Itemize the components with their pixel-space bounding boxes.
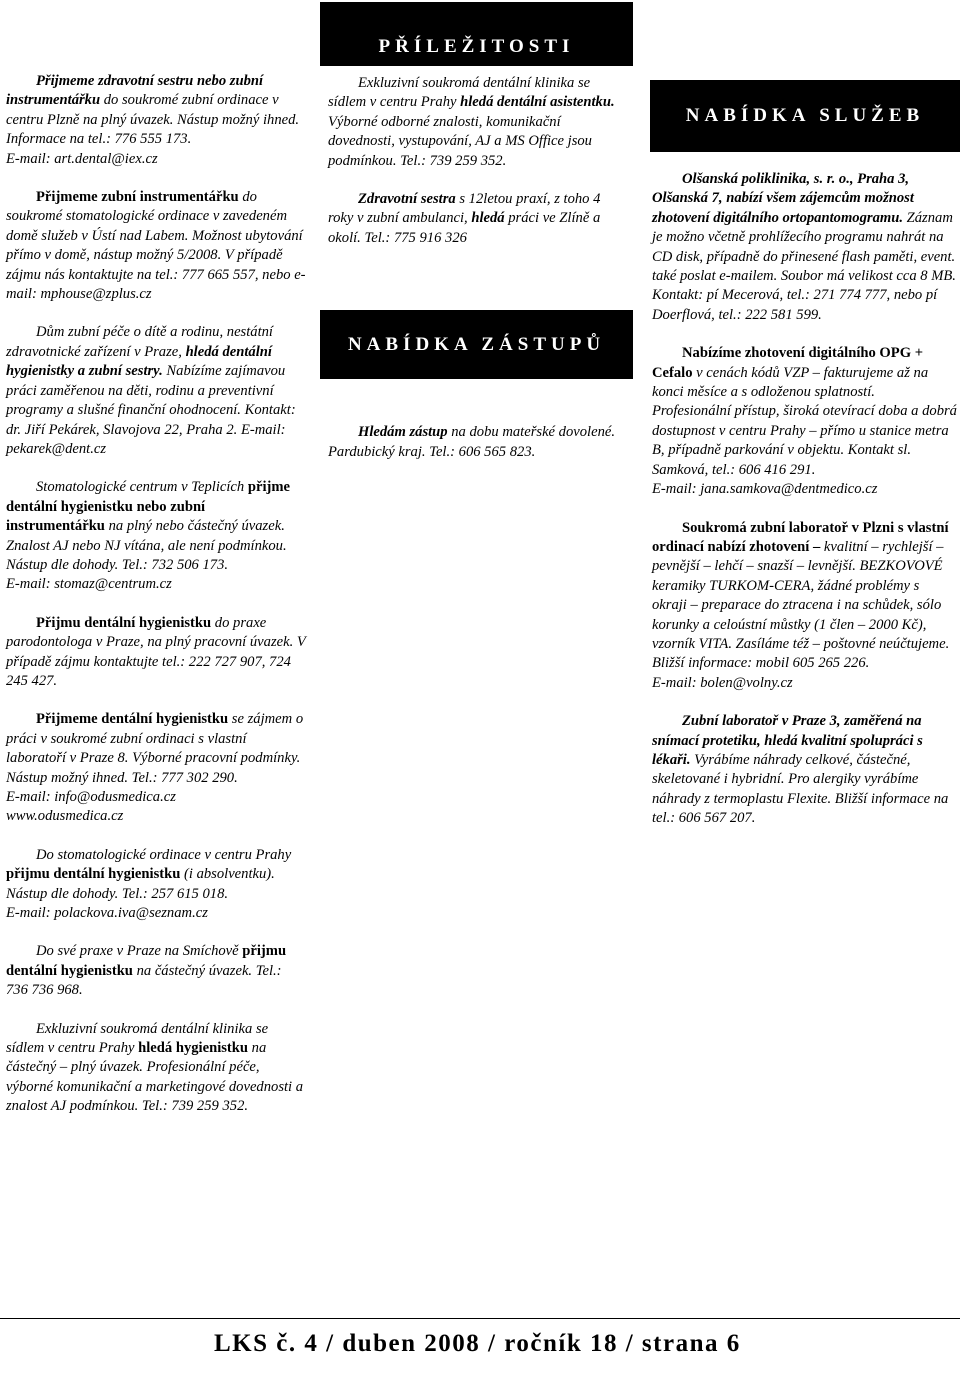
ad-heading: hledá dentální hygienistky a zubní sestry.: [6, 343, 272, 380]
section-header-nabidka-zastupu-label: NABÍDKA ZÁSTUPŮ: [347, 334, 606, 356]
section-header-prilezitosti: [320, 2, 633, 66]
ad-heading: Přijmu dentální hygienistku: [36, 614, 212, 631]
ad-email: E-mail: bolen@volny.cz: [652, 674, 793, 691]
ad-heading: Soukromá zubní laboratoř v Plzni s vlastní ordinací nabízí zhotovení –: [652, 519, 949, 555]
classified-ad: [6, 188, 306, 304]
section-header-nabidka-sluzeb: [650, 80, 960, 152]
ad-text: Exkluzivní soukromá dentální klinika se sídlem v centru Prahy: [6, 1020, 269, 1057]
ad-website: www.odusmedica.cz: [6, 808, 124, 825]
ad-heading: Hledám zástup: [358, 424, 448, 441]
classified-ad: [652, 170, 957, 325]
ad-text: Stomatologické centrum v Teplicích: [36, 479, 248, 496]
ad-heading: přijmu dentální hygienistku: [6, 866, 181, 883]
ad-text: Záznam je možno včetně prohlížecího programu nahrát na CD disk, případně do přinesené flash paměti, event. také poslat e-mailem. Soubor má velikost cca 8 MB. Kontakt: pí Mecerová, tel.: 271 774 777, nebo pí Doerflová, tel.: 222 581 599.: [652, 209, 956, 323]
ad-text: se zájmem o práci v soukromé zubní ordinaci s vlastní laboratoří v Praze 8. Výborné pracovní podmínky. Nástup možný ihned. Tel.: 777 302 290.: [6, 711, 304, 786]
ad-heading: Olšanská poliklinika, s. r. o., Praha 3, Olšanská 7, nabízí všem zájemcům možnost zhotovení digitálního ortopantomogramu.: [652, 171, 914, 226]
page-footer: LKS č. 4 / duben 2008 / ročník 18 / strana 6: [214, 1330, 741, 1357]
ad-text: Výborné odborné znalosti, komunikační dovednosti, vystupování, AJ a MS Office jsou podmínkou. Tel.: 739 259 352.: [328, 113, 592, 169]
section-header-nabidka-sluzeb-label: NABÍDKA SLUŽEB: [685, 105, 925, 126]
classified-ad: [652, 712, 957, 828]
classified-ad: [328, 423, 628, 462]
ad-heading: hledá dentální asistentku.: [460, 94, 615, 111]
ad-text: na plný nebo částečný úvazek. Znalost AJ nebo NJ vítána, ale není podmínkou. Nástup dle dohody. Tel.: 732 506 173.: [6, 518, 287, 573]
classified-ad: [6, 942, 306, 1000]
ad-email: E-mail: polackova.iva@seznam.cz: [6, 905, 208, 922]
ad-text: s 12letou praxí, z toho 4 roky v zubní ambulanci,: [328, 191, 601, 227]
classified-ad: [6, 323, 306, 459]
ad-heading: přijme dentální hygienistku nebo zubní instrumentářku: [6, 479, 290, 535]
ad-text: na částečný – plný úvazek. Profesionální péče, výborné komunikační a marketingové dovednosti a znalost AJ podmínkou. Tel.: 739 259 352.: [6, 1040, 304, 1115]
ad-text: Nabízíme zajímavou práci zaměřenou na děti, rodinu a preventivní programy a slušné finanční ohodnocení. Kontakt: dr. Jiří Pekárek, Slavojova 22, Praha 2. E-mail: pekarek@dent.cz: [6, 363, 296, 457]
ad-text: Do stomatologické ordinace v centru Prahy: [36, 846, 292, 863]
ad-heading: Nabízíme zhotovení digitálního OPG + Cefalo: [652, 345, 924, 381]
ad-text: (i absolventku). Nástup dle dohody. Tel.: 257 615 018.: [6, 866, 275, 902]
right-column: [652, 170, 957, 848]
ad-heading: Přijmeme zdravotní sestru nebo zubní instrumentářku: [6, 73, 264, 109]
footer-divider: [0, 1318, 960, 1319]
classified-ad: [6, 478, 306, 594]
ad-text: do soukromé zubní ordinace v centru Plzně na plný úvazek. Nástup možný ihned. Informace na tel.: 776 555 173.: [6, 92, 300, 148]
ad-heading: hledá: [471, 210, 505, 227]
ad-text: Do své praxe v Praze na Smíchově: [36, 943, 243, 960]
ad-text: na částečný úvazek. Tel.: 736 736 968.: [6, 962, 282, 999]
classified-ad: [652, 344, 957, 499]
ad-heading: Přijmeme zubní instrumentářku: [36, 189, 239, 206]
middle-column: [328, 74, 628, 481]
ad-text: kvalitní – rychlejší – pevnější – lehčí – snazší – levnější. BEZKOVOVÉ keramiky TURKOM-CERA, žádné problémy s okraji – preparace do ztracena i na schůdek, sólo korunky a celoústní můstky (1 člen – 2000 Kč), vzorník VITA. Zasíláme též – poštovné neúčtujeme. Bližší informace: mobil 605 265 226.: [652, 538, 950, 672]
ad-email: E-mail: stomaz@centrum.cz: [6, 576, 172, 593]
ad-text: Dům zubní péče o dítě a rodinu, nestátní zdravotnické zařízení v Praze,: [6, 324, 273, 360]
ad-email: E-mail: jana.samkova@dentmedico.cz: [652, 481, 878, 498]
ad-heading: přijmu dentální hygienistku: [6, 943, 287, 979]
classified-ad: [6, 614, 306, 692]
ad-text: do praxe parodontologa v Praze, na plný pracovní úvazek. V případě zájmu kontaktujte tel.: 222 727 907, 724 245 427.: [6, 614, 306, 689]
section-header-nabidka-zastupu: [320, 310, 633, 379]
ad-text: na dobu mateřské dovolené. Pardubický kraj. Tel.: 606 565 823.: [328, 424, 615, 460]
classified-ad: [6, 72, 306, 169]
left-column: [6, 72, 306, 1136]
ad-text: v cenách kódů VZP – fakturujeme až na konci měsíce a s odloženou splatností. Profesionální přístup, široká otevírací doba a dobrá dostupnost v centru Prahy – přímo u stanice metra B, případně parkování v objektu. Kontakt sl. Samková, tel.: 606 416 291.: [652, 364, 957, 478]
classified-ad: [6, 846, 306, 924]
ad-text: Vyrábíme náhrady celkové, částečné, skeletované i hybridní. Pro alergiky vyrábíme náhrady z termoplastu Flexite. Bližší informace na tel.: 606 567 207.: [652, 751, 949, 827]
classified-ad: [328, 74, 628, 171]
ad-email: E-mail: art.dental@iex.cz: [6, 150, 158, 167]
section-header-prilezitosti-label: PŘÍLEŽITOSTI: [378, 36, 575, 57]
ad-text: Exkluzivní soukromá dentální klinika se sídlem v centru Prahy: [328, 75, 591, 111]
ad-text: práci ve Zlíně a okolí. Tel.: 775 916 326: [328, 210, 601, 246]
ad-heading: hledá hygienistku: [138, 1040, 249, 1057]
classified-ad: [6, 710, 306, 826]
classified-ad: [652, 519, 957, 694]
ad-heading: Zubní laboratoř v Praze 3, zaměřená na snímací protetiku, hledá kvalitní spolupráci s lékaři.: [652, 713, 923, 768]
classified-ad: [6, 1020, 306, 1117]
ad-text: do soukromé stomatologické ordinace v zavedeném domě služeb v Ústí nad Labem. Možnost ubytování přímo v domě, nástup možný 5/2008. V případě zájmu nás kontaktujte na tel.: 777 665 557, nebo e-mail: mphouse@zplus.cz: [6, 189, 306, 303]
ad-heading: Přijmeme dentální hygienistku: [36, 711, 229, 728]
ad-email: E-mail: info@odusmedica.cz: [6, 789, 176, 805]
ad-heading: Zdravotní sestra: [358, 191, 456, 208]
classified-ad: [328, 190, 628, 248]
